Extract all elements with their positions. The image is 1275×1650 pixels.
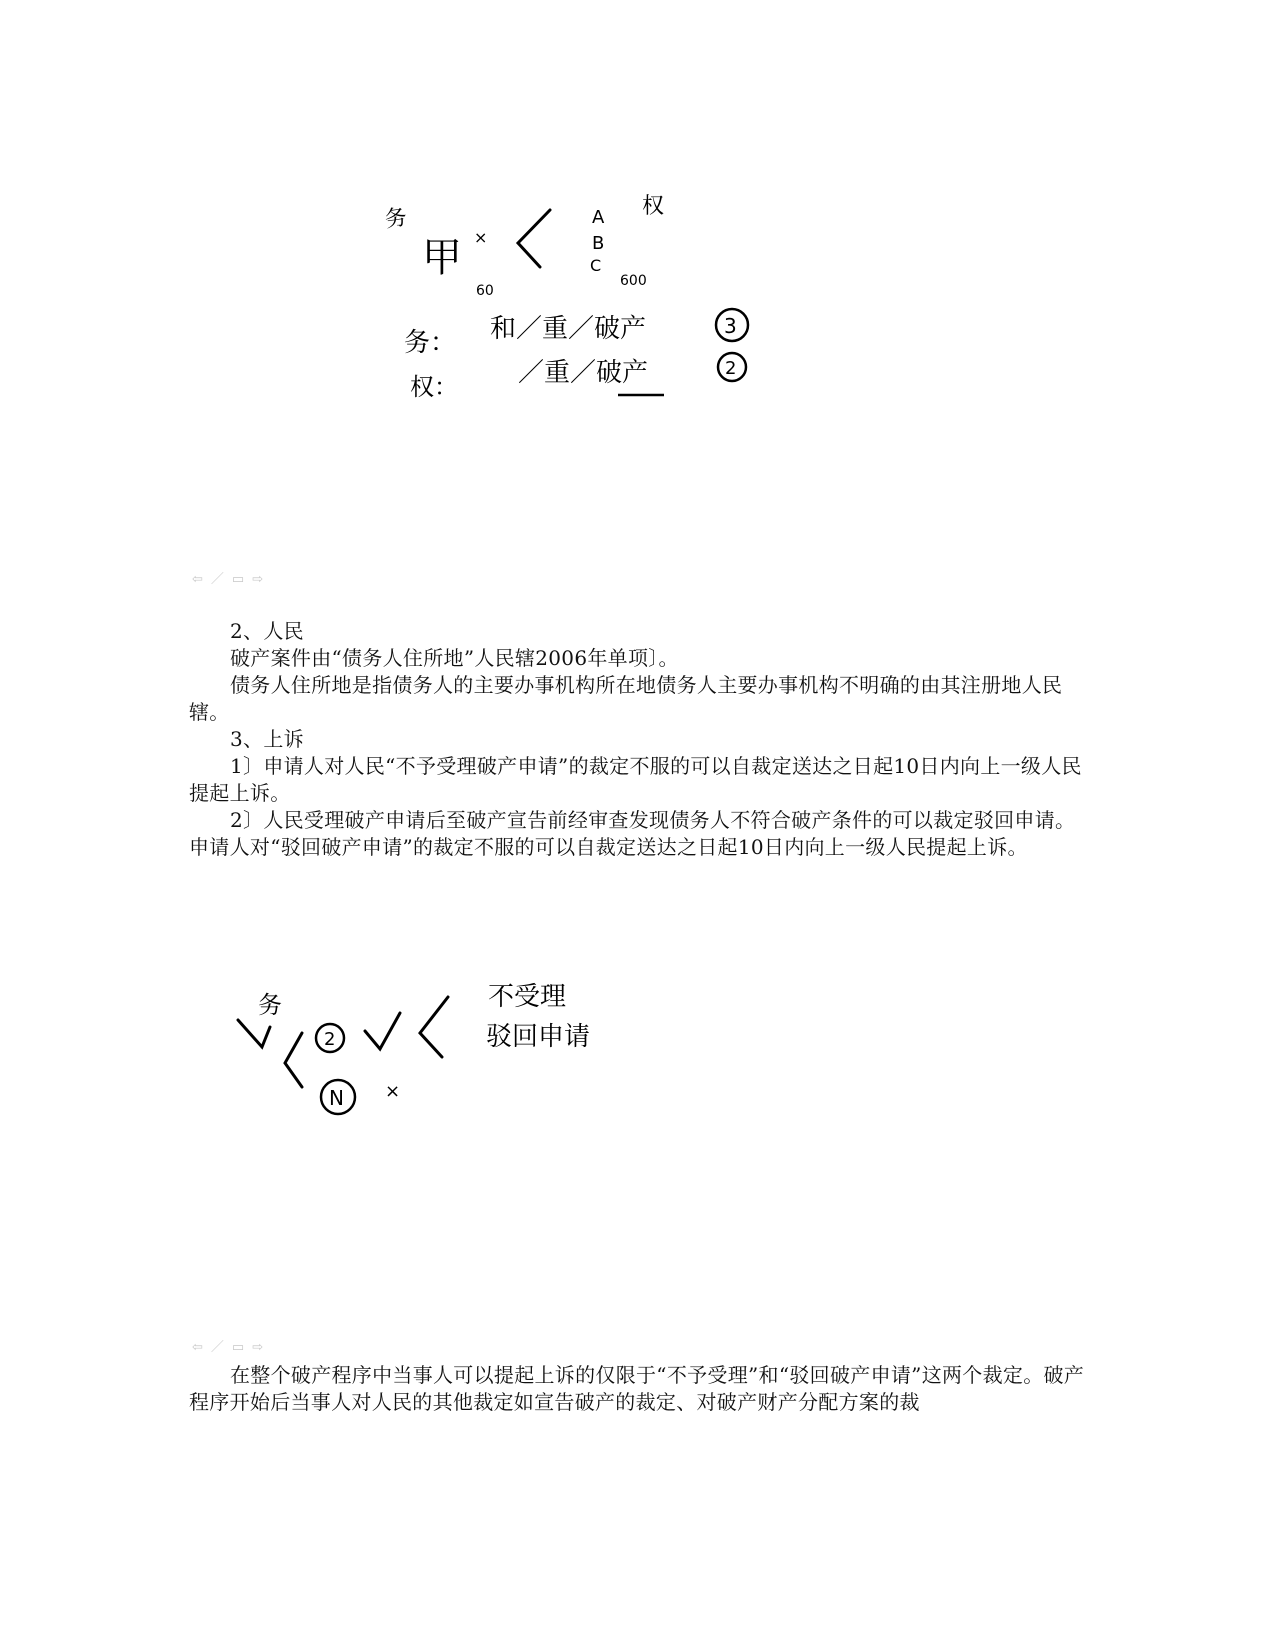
sketch-row2-text: ／重／破产 (518, 358, 649, 388)
heading-appeal: 3、上诉 (230, 727, 304, 751)
prev-arrow-icon[interactable]: ⇦ (192, 1340, 203, 1355)
sketch2-circle2-num: 2 (324, 1029, 336, 1050)
handwritten-sketch-bottom (230, 975, 630, 1125)
prev-arrow-icon[interactable]: ⇦ (192, 572, 203, 587)
sketch-row1-label: 务： (404, 328, 457, 358)
slide-nav-top (192, 573, 263, 587)
sketch2-wu: 务 (258, 991, 282, 1019)
sketch2-line1: 不受理 (488, 982, 567, 1012)
paragraph-appeal-scope: 在整个破产程序中当事人可以提起上诉的仅限于“不予受理”和“驳回破产申请”这两个裁定。破产程序开始后当事人对人民的其他裁定如宣告破产的裁定、对破产财产分配方案的裁 (189, 1363, 1085, 1414)
pen-icon[interactable]: ／ (210, 1340, 224, 1355)
sketch-quan: 权 (642, 194, 665, 219)
sketch2-circleN-letter: N (329, 1086, 344, 1110)
menu-icon[interactable]: ▭ (231, 572, 245, 587)
sketch-row1-circle-num: 3 (724, 314, 737, 338)
sketch-wu: 务 (383, 205, 409, 233)
menu-icon[interactable]: ▭ (231, 1340, 245, 1355)
paragraph-jurisdiction: 破产案件由“债务人住所地”人民辖2006年单项〕。 (230, 646, 679, 670)
slide-nav-bottom (192, 1341, 263, 1355)
heading-court: 2、人民 (230, 619, 304, 643)
sketch-a: A (592, 207, 605, 228)
sketch-c: C (590, 256, 602, 275)
sketch2-line2: 驳回申请 (486, 1022, 591, 1052)
paragraph-residence-definition: 债务人住所地是指债务人的主要办事机构所在地债务人主要办事机构不明确的由其注册地人民辖。 (189, 673, 1063, 724)
sketch-row2-label: 权： (410, 373, 458, 401)
sketch2-x-mark: × (385, 1081, 401, 1102)
sketch-x-mark: × (474, 228, 488, 247)
next-arrow-icon[interactable]: ⇨ (252, 572, 264, 587)
handwritten-sketch-top (380, 185, 800, 425)
sketch-less-than-mark (518, 210, 550, 267)
sketch-jia: 甲 (422, 235, 462, 281)
sketch-b: B (592, 233, 605, 254)
text-section-appeal-scope (189, 1362, 1089, 1416)
sketch-row2-circle-num: 2 (725, 358, 737, 379)
sketch2-less-than-mark (285, 1033, 302, 1087)
sketch2-check-left (238, 1020, 270, 1047)
paragraph-appeal-2: 2〕人民受理破产申请后至破产宣告前经审查发现债务人不符合破产条件的可以裁定驳回申请。申请人对“驳回破产申请”的裁定不服的可以自裁定送达之日起10日内向上一级人民提起上诉。 (189, 808, 1076, 859)
pen-icon[interactable]: ／ (210, 572, 224, 587)
paragraph-appeal-1: 1〕申请人对人民“不予受理破产申请”的裁定不服的可以自裁定送达之日起10日内向上一级人民提起上诉。 (189, 754, 1082, 805)
text-section-jurisdiction-appeal (189, 618, 1089, 861)
sketch-row1-text: 和／重／破产 (490, 314, 647, 344)
sketch2-less-than-mark-2 (420, 997, 448, 1057)
sketch-60: 60 (476, 283, 494, 299)
next-arrow-icon[interactable]: ⇨ (252, 1340, 264, 1355)
sketch2-check-mark (365, 1013, 400, 1049)
sketch-600: 600 (620, 273, 647, 289)
